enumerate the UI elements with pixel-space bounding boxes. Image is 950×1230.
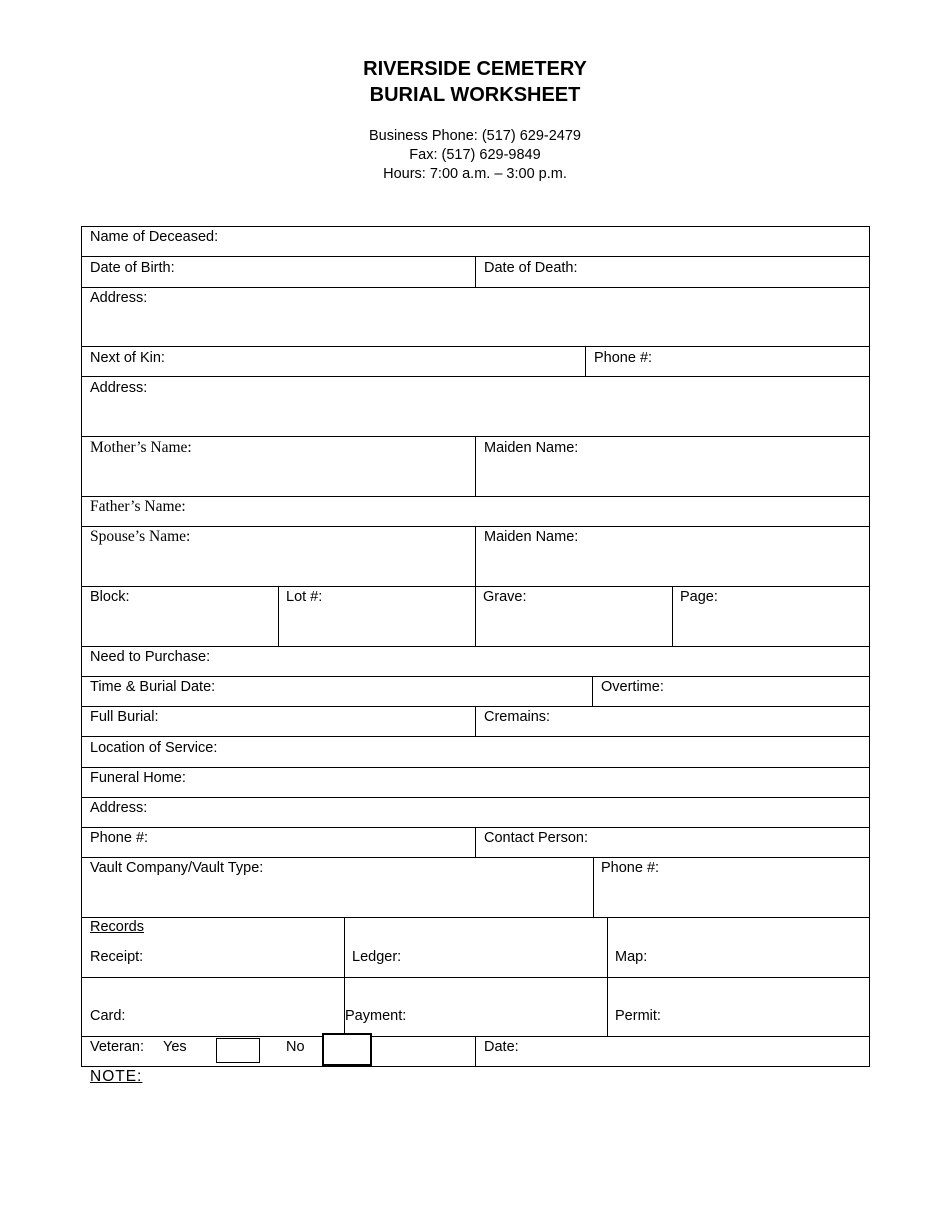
lot-label: Lot #: <box>286 589 323 605</box>
name-of-deceased-label: Name of Deceased: <box>90 229 219 245</box>
time-burial-date-field[interactable] <box>82 677 591 706</box>
need-to-purchase-field[interactable] <box>82 647 869 676</box>
records-heading: Records <box>90 919 144 935</box>
form-subtitle: BURIAL WORKSHEET <box>369 84 581 106</box>
funeral-home-label: Funeral Home: <box>90 770 186 786</box>
date-of-birth-label: Date of Birth: <box>90 260 175 276</box>
contact-person-label: Contact Person: <box>484 830 588 846</box>
deceased-address-field[interactable] <box>82 288 869 346</box>
kin-phone-label: Phone #: <box>594 350 653 366</box>
kin-address-label: Address: <box>90 380 148 396</box>
need-to-purchase-label: Need to Purchase: <box>90 649 211 665</box>
payment-label: Payment: <box>345 1008 407 1024</box>
spouses-name-label: Spouse’s Name: <box>90 528 191 545</box>
mother-maiden-name-field[interactable] <box>476 437 869 496</box>
spouses-name-field[interactable] <box>82 527 474 586</box>
spouse-maiden-name-field[interactable] <box>476 527 869 586</box>
funeral-home-address-label: Address: <box>90 800 148 816</box>
page-field[interactable] <box>673 587 869 646</box>
contact-person-field[interactable] <box>476 828 869 857</box>
vault-phone-label: Phone #: <box>601 860 660 876</box>
mothers-name-field[interactable] <box>82 437 474 496</box>
mothers-name-label: Mother’s Name: <box>90 439 192 456</box>
spouse-maiden-name-label: Maiden Name: <box>484 529 579 545</box>
permit-label: Permit: <box>615 1008 661 1024</box>
vault-phone-field[interactable] <box>594 858 869 917</box>
date-of-death-label: Date of Death: <box>484 260 578 276</box>
veteran-date-label: Date: <box>484 1039 519 1055</box>
veteran-yes-label: Yes <box>163 1039 187 1055</box>
receipt-label: Receipt: <box>90 949 144 965</box>
overtime-field[interactable] <box>593 677 869 706</box>
vault-company-label: Vault Company/Vault Type: <box>90 860 264 876</box>
location-of-service-field[interactable] <box>82 737 869 766</box>
veteran-no-checkbox[interactable] <box>322 1033 372 1066</box>
card-field[interactable] <box>82 978 343 1036</box>
funeral-home-phone-label: Phone #: <box>90 830 149 846</box>
mother-maiden-name-label: Maiden Name: <box>484 440 579 456</box>
funeral-home-phone-field[interactable] <box>82 828 474 857</box>
full-burial-field[interactable] <box>82 707 474 736</box>
funeral-home-address-field[interactable] <box>82 798 869 827</box>
vault-company-field[interactable] <box>82 858 592 917</box>
receipt-field[interactable] <box>82 938 343 977</box>
ledger-field[interactable] <box>345 918 606 977</box>
ledger-label: Ledger: <box>352 949 402 965</box>
next-of-kin-label: Next of Kin: <box>90 350 165 366</box>
date-of-death-field[interactable] <box>476 257 869 287</box>
fax-number: Fax: (517) 629-9849 <box>409 147 541 163</box>
block-field[interactable] <box>82 587 277 646</box>
map-field[interactable] <box>608 918 869 977</box>
permit-field[interactable] <box>608 978 869 1036</box>
business-hours: Hours: 7:00 a.m. – 3:00 p.m. <box>383 166 567 182</box>
fathers-name-field[interactable] <box>82 497 869 526</box>
cremains-label: Cremains: <box>484 709 551 725</box>
veteran-label: Veteran: <box>90 1039 145 1055</box>
veteran-date-field[interactable] <box>476 1036 869 1066</box>
business-phone: Business Phone: (517) 629-2479 <box>368 128 581 144</box>
veteran-no-label: No <box>286 1039 305 1055</box>
overtime-label: Overtime: <box>601 679 664 695</box>
map-label: Map: <box>615 949 648 965</box>
name-of-deceased-field[interactable] <box>82 227 869 256</box>
time-burial-date-label: Time & Burial Date: <box>90 679 216 695</box>
veteran-yes-checkbox[interactable] <box>216 1038 260 1063</box>
next-of-kin-field[interactable] <box>82 347 584 376</box>
grave-field[interactable] <box>476 587 671 646</box>
kin-address-field[interactable] <box>82 377 869 436</box>
card-label: Card: <box>90 1008 126 1024</box>
kin-phone-field[interactable] <box>586 347 869 376</box>
location-of-service-label: Location of Service: <box>90 740 218 756</box>
note-label: NOTE: <box>90 1068 143 1085</box>
deceased-address-label: Address: <box>90 290 148 306</box>
form-title: RIVERSIDE CEMETERY <box>363 58 587 80</box>
page-label: Page: <box>680 589 718 605</box>
cremains-field[interactable] <box>476 707 869 736</box>
funeral-home-field[interactable] <box>82 767 869 797</box>
fathers-name-label: Father’s Name: <box>90 498 186 515</box>
payment-field[interactable] <box>345 978 606 1036</box>
grave-label: Grave: <box>483 589 527 605</box>
full-burial-label: Full Burial: <box>90 709 159 725</box>
lot-field[interactable] <box>279 587 474 646</box>
date-of-birth-field[interactable] <box>82 257 474 287</box>
block-label: Block: <box>90 589 130 605</box>
